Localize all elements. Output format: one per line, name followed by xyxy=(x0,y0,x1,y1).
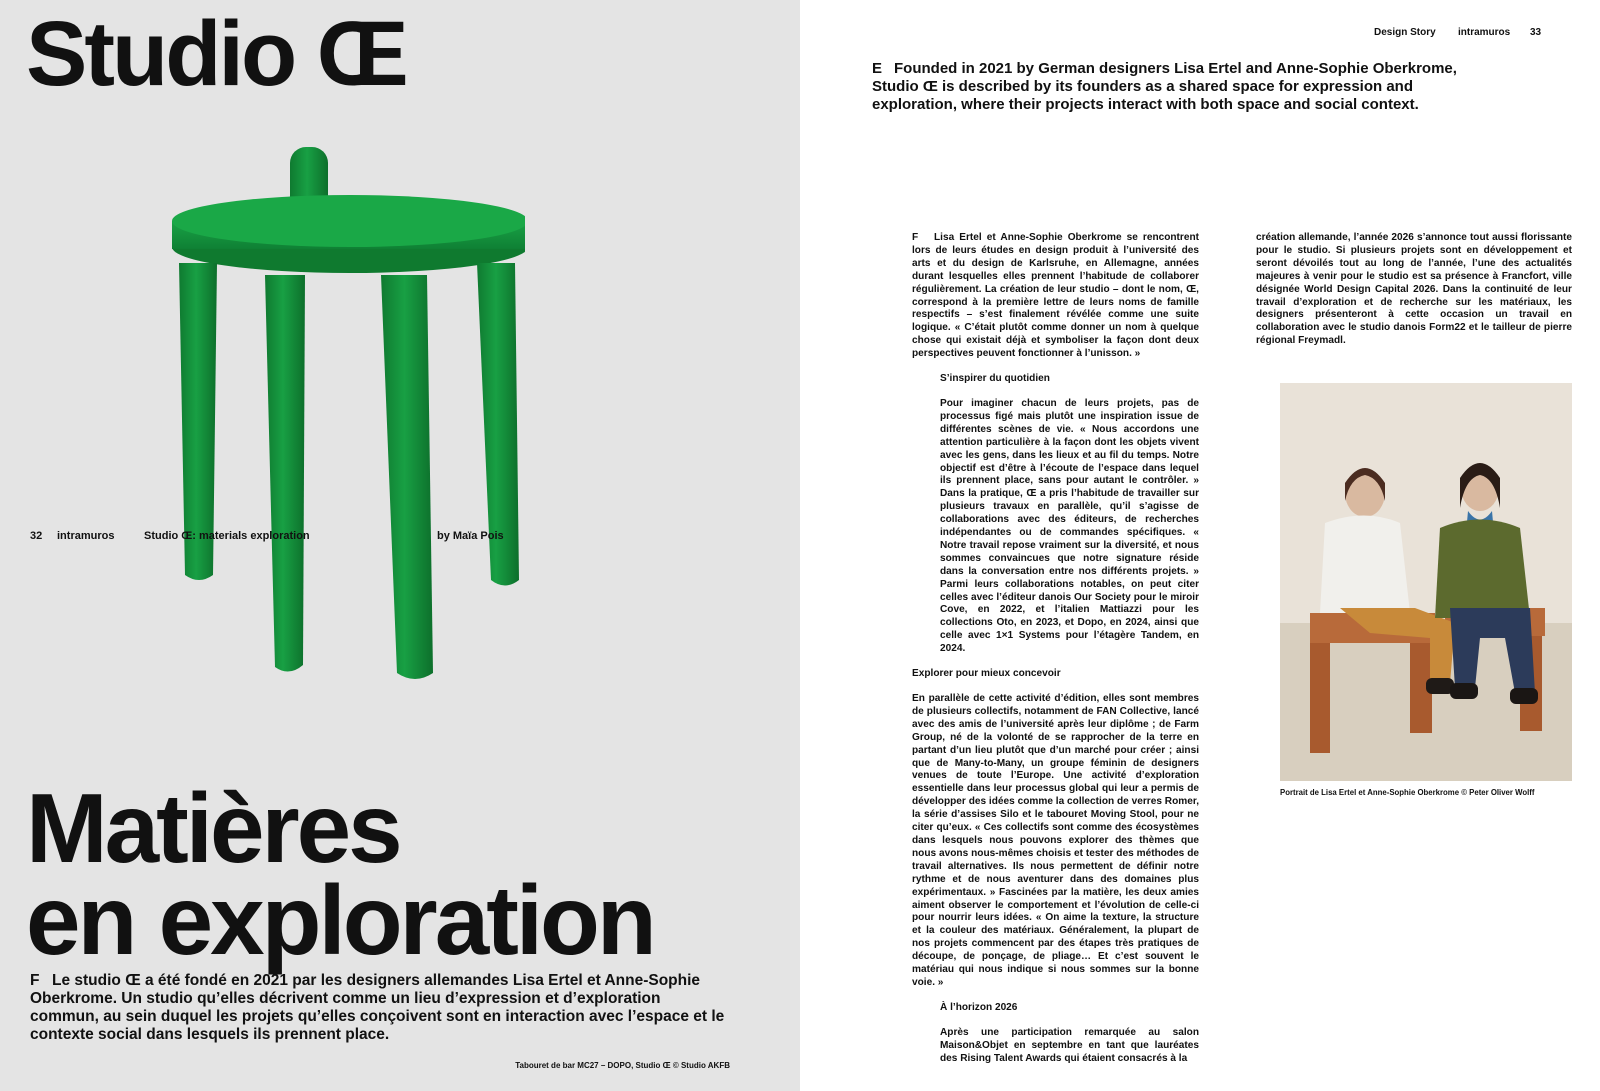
folio-section: Studio Œ: materials exploration xyxy=(144,530,310,542)
intro-english-text: Founded in 2021 by German designers Lisa Ertel and Anne-Sophie Oberkrome, Studio Œ is described by its founders as a shared space for expression and exploration, where their projects interact with both space and social context. xyxy=(872,60,1457,113)
body-paragraph-3: En parallèle de cette activité d’édition, elles sont membres de plusieurs collectifs, notamment de FAN Collective, lancé avec des amis de l’université après leur diplôme ; de Farm Group, né de la volonté de se rapprocher de la terre en partant d’un lieu plutôt que d’un marché pour créer ; ainsi que de Many-to-Many, un groupe féminin de designers venues de toute l’Europe. Une activité d’exploration essentielle dans leur processus global qui leur a permis de développer des idées comme la collection de verres Romer, la série d’assises Silo et le tabouret Moving Stool, pour ne citer qu’eux. « Ces collectifs sont comme des écosystèmes dans lesquels nous pouvons explorer des thèmes que nous avons nous-mêmes choisis et tester des méthodes de travail alternatives. Ils nous permettent de définir notre rythme et de nous aventurer dans des domaines plus expérimentaux. » Fascinées par la matière, les deux amies aiment observer le comportement et l’évolution de celle-ci pour nourrir leurs idées. « On aime la texture, la structure et la couleur des matériaux. Généralement, la plupart de nos projets commencent par des étapes très pratiques de découpe, de ponçage, de pliage… Et c’est souvent le matériau qui nous indique si nous sommes sur la bonne voie. » xyxy=(912,693,1199,988)
green-stool-image xyxy=(165,145,525,685)
language-marker: F xyxy=(30,972,40,989)
header-section: Design Story xyxy=(1374,27,1436,38)
subheading-3: À l’horizon 2026 xyxy=(940,1001,1018,1013)
intro-english xyxy=(872,60,1502,114)
headline-line-1: Matières xyxy=(26,773,400,883)
folio-magazine: intramuros xyxy=(57,530,115,542)
subheading-1: S’inspirer du quotidien xyxy=(940,373,1050,385)
photo-caption: Tabouret de bar MC27 – DOPO, Studio Œ © Studio AKFB xyxy=(515,1061,730,1070)
right-page xyxy=(800,0,1600,1091)
body-paragraph-2: Pour imaginer chacun de leurs projets, pas de processus figé mais plutôt une inspiration issue de différentes scènes de vie. « Nous accordons une attention particulière à la façon dont les objets vivent avec les gens, dans les lieux et au fil du temps. Notre objectif est d’être à l’écoute de l’espace dans lequel ils prennent place, sans pour autant le contrôler. » Dans la pratique, Œ a pris l’habitude de travailler sur plusieurs travaux en parallèle, qu’il s’agisse de collaborations avec des éditeurs, de recherches indépendantes ou de commandes spécifiques. « Notre travail repose vraiment sur la diversité, et nous sommes convaincues que notre signature réside dans la conversation entre nos différents projets. » Parmi leurs collaborations notables, on peut citer celles avec l’éditeur danois Our Society pour le miroir Cove, en 2022, et l’italien Mattiazzi pour les collections Oto, en 2023, et Dopo, en 2024, ainsi que celle avec 1×1 Systems pour l’étagère Tandem, en 2024. xyxy=(940,397,1199,655)
body-paragraph-1: F Lisa Ertel et Anne-Sophie Oberkrome se rencontrent lors de leurs études en design produit à l’université des arts et du design de Karlsruhe, en Allemagne, années durant lesquelles elles prennent l’habitude de collaborer régulièrement. La création de leur studio – dont le nom, Œ, correspond à la première lettre de leurs noms de famille respectifs – s’est finalement révélée comme une suite logique. « C’était plutôt comme donner un nom à quelque chose qui existait déjà et symboliser la façon dont deux perspectives peuvent fonctionner à l’unisson. » xyxy=(912,232,1199,360)
folio-page-number: 32 xyxy=(30,530,43,542)
headline xyxy=(26,773,654,975)
body-language-marker: F xyxy=(912,232,919,243)
intro-french-text: Le studio Œ a été fondé en 2021 par les designers allemandes Lisa Ertel et Anne-Sophie Oberkrome. Un studio qu’elles décrivent comme un lieu d’expression et d’exploration commun, au sein duquel les projets qu’elles conçoivent sont en interaction avec l’espace et le contexte social dans lesquels ils prennent place. xyxy=(30,972,725,1043)
portrait-caption: Portrait de Lisa Ertel et Anne-Sophie Oberkrome © Peter Oliver Wolff xyxy=(1280,788,1535,797)
body-paragraph-4: Après une participation remarquée au salon Maison&Objet en septembre en tant que lauréates des Rising Talent Awards qui étaient consacrés à la xyxy=(940,1026,1199,1064)
folio-author: by Maïa Pois xyxy=(437,530,504,542)
header-magazine: intramuros xyxy=(1458,27,1511,38)
headline-line-2: en exploration xyxy=(26,865,654,975)
subheading-2: Explorer pour mieux concevoir xyxy=(912,668,1061,680)
body-column-1 xyxy=(912,232,1199,1065)
portrait-photo xyxy=(1280,383,1572,781)
body-paragraph-5: création allemande, l’année 2026 s’annonce tout aussi florissante pour le studio. Si plusieurs projets sont en développement et seront dévoilés tout au long de l’année, l’une des actualités majeures à venir pour le studio est sa présence à Francfort, ville désignée World Design Capital 2026. Dans la continuité de leur travail d’exploration et de recherche sur les matériaux, les designers présenteront à cette occasion un travail en collaboration avec le studio danois Form22 et le tailleur de pierre régional Freymadl. xyxy=(1256,232,1572,347)
header-page-number: 33 xyxy=(1530,27,1542,38)
magazine-title: Studio Œ xyxy=(26,3,406,105)
language-marker: E xyxy=(872,60,883,77)
intro-french xyxy=(30,972,725,1044)
body-column-2 xyxy=(1256,232,1572,348)
